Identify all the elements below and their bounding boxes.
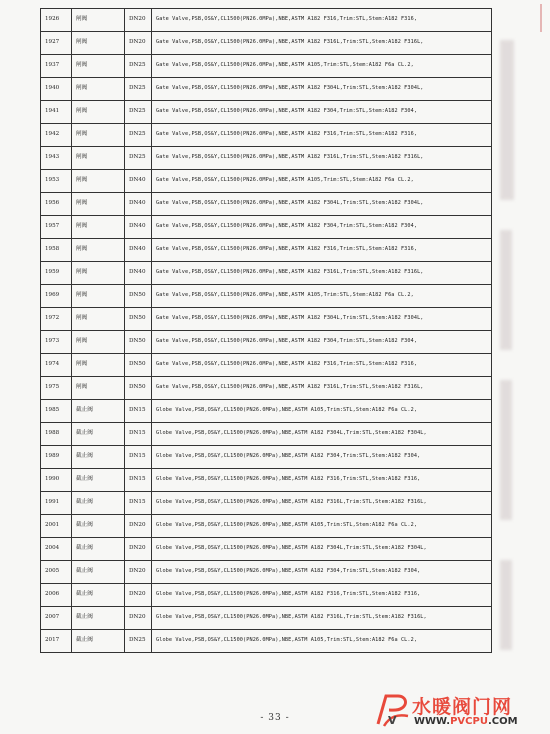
item-number-cell: 1988 [41, 423, 72, 446]
table-row [41, 607, 492, 630]
table-row [41, 9, 492, 32]
item-number-cell: 1942 [41, 124, 72, 147]
valve-type-cell: 闸阀 [72, 239, 125, 262]
table-row [41, 515, 492, 538]
watermark-brand: 水暖阀门网 [412, 696, 513, 718]
description-cell: Globe Valve,PSB,OS&Y,CL1500(PN26.0MPa),NBE,ASTM A105,Trim:STL,Stem:A182 F6a CL.2, [152, 515, 492, 538]
seal-stamp-edge [528, 4, 542, 32]
table-row [41, 492, 492, 515]
svg-text:V: V [388, 714, 397, 727]
item-number-cell: 2006 [41, 584, 72, 607]
valve-type-cell: 闸阀 [72, 170, 125, 193]
watermark-url: WWW.PVCPU.COM [414, 716, 518, 727]
item-number-cell: 1956 [41, 193, 72, 216]
description-cell: Gate Valve,PSB,OS&Y,CL1500(PN26.0MPa),NBE,ASTM A182 F316,Trim:STL,Stem:A182 F316, [152, 239, 492, 262]
description-cell: Globe Valve,PSB,OS&Y,CL1500(PN26.0MPa),NBE,ASTM A182 F316,Trim:STL,Stem:A182 F316, [152, 584, 492, 607]
valve-type-cell: 截止阀 [72, 469, 125, 492]
table-row [41, 538, 492, 561]
item-number-cell: 1959 [41, 262, 72, 285]
description-cell: Globe Valve,PSB,OS&Y,CL1500(PN26.0MPa),NBE,ASTM A182 F304,Trim:STL,Stem:A182 F304, [152, 446, 492, 469]
valve-type-cell: 闸阀 [72, 101, 125, 124]
table-row [41, 423, 492, 446]
description-cell: Gate Valve,PSB,OS&Y,CL1500(PN26.0MPa),NBE,ASTM A182 F304L,Trim:STL,Stem:A182 F304L, [152, 193, 492, 216]
nominal-size-cell: DN15 [125, 469, 152, 492]
item-number-cell: 2007 [41, 607, 72, 630]
description-cell: Gate Valve,PSB,OS&Y,CL1500(PN26.0MPa),NBE,ASTM A182 F304L,Trim:STL,Stem:A182 F304L, [152, 308, 492, 331]
nominal-size-cell: DN25 [125, 147, 152, 170]
description-cell: Gate Valve,PSB,OS&Y,CL1500(PN26.0MPa),NBE,ASTM A182 F304L,Trim:STL,Stem:A182 F304L, [152, 78, 492, 101]
valve-type-cell: 截止阀 [72, 400, 125, 423]
valve-type-cell: 闸阀 [72, 193, 125, 216]
page-number: - 33 - [260, 713, 290, 723]
valve-type-cell: 截止阀 [72, 607, 125, 630]
table-row [41, 124, 492, 147]
description-cell: Gate Valve,PSB,OS&Y,CL1500(PN26.0MPa),NBE,ASTM A182 F316L,Trim:STL,Stem:A182 F316L, [152, 147, 492, 170]
nominal-size-cell: DN15 [125, 492, 152, 515]
table-row [41, 561, 492, 584]
valve-type-cell: 截止阀 [72, 423, 125, 446]
description-cell: Globe Valve,PSB,OS&Y,CL1500(PN26.0MPa),NBE,ASTM A182 F316L,Trim:STL,Stem:A182 F316L, [152, 492, 492, 515]
valve-type-cell: 闸阀 [72, 262, 125, 285]
valve-type-cell: 闸阀 [72, 124, 125, 147]
item-number-cell: 1975 [41, 377, 72, 400]
redacted-margin-mark [500, 230, 512, 350]
description-cell: Globe Valve,PSB,OS&Y,CL1500(PN26.0MPa),NBE,ASTM A182 F316L,Trim:STL,Stem:A182 F316L, [152, 607, 492, 630]
nominal-size-cell: DN25 [125, 124, 152, 147]
redacted-margin-mark [500, 560, 512, 650]
valve-type-cell: 截止阀 [72, 561, 125, 584]
item-number-cell: 1940 [41, 78, 72, 101]
nominal-size-cell: DN20 [125, 32, 152, 55]
nominal-size-cell: DN40 [125, 193, 152, 216]
item-number-cell: 2005 [41, 561, 72, 584]
description-cell: Gate Valve,PSB,OS&Y,CL1500(PN26.0MPa),NBE,ASTM A182 F316,Trim:STL,Stem:A182 F316, [152, 9, 492, 32]
nominal-size-cell: DN40 [125, 216, 152, 239]
description-cell: Gate Valve,PSB,OS&Y,CL1500(PN26.0MPa),NBE,ASTM A105,Trim:STL,Stem:A182 F6a CL.2, [152, 285, 492, 308]
description-cell: Globe Valve,PSB,OS&Y,CL1500(PN26.0MPa),NBE,ASTM A182 F304,Trim:STL,Stem:A182 F304, [152, 561, 492, 584]
description-cell: Gate Valve,PSB,OS&Y,CL1500(PN26.0MPa),NBE,ASTM A105,Trim:STL,Stem:A182 F6a CL.2, [152, 170, 492, 193]
valve-type-cell: 闸阀 [72, 331, 125, 354]
nominal-size-cell: DN40 [125, 170, 152, 193]
item-number-cell: 1943 [41, 147, 72, 170]
description-cell: Gate Valve,PSB,OS&Y,CL1500(PN26.0MPa),NBE,ASTM A182 F304,Trim:STL,Stem:A182 F304, [152, 216, 492, 239]
nominal-size-cell: DN40 [125, 239, 152, 262]
table-row [41, 239, 492, 262]
description-cell: Gate Valve,PSB,OS&Y,CL1500(PN26.0MPa),NBE,ASTM A182 F316,Trim:STL,Stem:A182 F316, [152, 124, 492, 147]
nominal-size-cell: DN20 [125, 9, 152, 32]
valve-type-cell: 截止阀 [72, 630, 125, 653]
item-number-cell: 2004 [41, 538, 72, 561]
table-row [41, 584, 492, 607]
table-row [41, 446, 492, 469]
description-cell: Gate Valve,PSB,OS&Y,CL1500(PN26.0MPa),NBE,ASTM A182 F316L,Trim:STL,Stem:A182 F316L, [152, 377, 492, 400]
table-row [41, 32, 492, 55]
nominal-size-cell: DN25 [125, 630, 152, 653]
description-cell: Gate Valve,PSB,OS&Y,CL1500(PN26.0MPa),NBE,ASTM A182 F304,Trim:STL,Stem:A182 F304, [152, 101, 492, 124]
table-row [41, 101, 492, 124]
valve-type-cell: 闸阀 [72, 78, 125, 101]
table-row [41, 354, 492, 377]
table-row [41, 400, 492, 423]
nominal-size-cell: DN15 [125, 423, 152, 446]
valve-type-cell: 截止阀 [72, 538, 125, 561]
table-row [41, 377, 492, 400]
item-number-cell: 1973 [41, 331, 72, 354]
nominal-size-cell: DN15 [125, 400, 152, 423]
valve-type-cell: 闸阀 [72, 377, 125, 400]
item-number-cell: 1989 [41, 446, 72, 469]
item-number-cell: 1990 [41, 469, 72, 492]
valve-type-cell: 闸阀 [72, 308, 125, 331]
item-number-cell: 1953 [41, 170, 72, 193]
description-cell: Gate Valve,PSB,OS&Y,CL1500(PN26.0MPa),NBE,ASTM A182 F304,Trim:STL,Stem:A182 F304, [152, 331, 492, 354]
table-row [41, 630, 492, 653]
nominal-size-cell: DN20 [125, 607, 152, 630]
nominal-size-cell: DN50 [125, 285, 152, 308]
nominal-size-cell: DN25 [125, 55, 152, 78]
item-number-cell: 2017 [41, 630, 72, 653]
nominal-size-cell: DN50 [125, 331, 152, 354]
description-cell: Globe Valve,PSB,OS&Y,CL1500(PN26.0MPa),NBE,ASTM A105,Trim:STL,Stem:A182 F6a CL.2, [152, 630, 492, 653]
item-number-cell: 1974 [41, 354, 72, 377]
valve-spec-table [40, 8, 492, 653]
item-number-cell: 1937 [41, 55, 72, 78]
valve-type-cell: 闸阀 [72, 285, 125, 308]
valve-type-cell: 闸阀 [72, 216, 125, 239]
valve-type-cell: 闸阀 [72, 32, 125, 55]
nominal-size-cell: DN20 [125, 584, 152, 607]
description-cell: Globe Valve,PSB,OS&Y,CL1500(PN26.0MPa),NBE,ASTM A105,Trim:STL,Stem:A182 F6a CL.2, [152, 400, 492, 423]
table-row [41, 193, 492, 216]
valve-type-cell: 闸阀 [72, 9, 125, 32]
description-cell: Gate Valve,PSB,OS&Y,CL1500(PN26.0MPa),NBE,ASTM A182 F316L,Trim:STL,Stem:A182 F316L, [152, 32, 492, 55]
table-row [41, 147, 492, 170]
nominal-size-cell: DN25 [125, 78, 152, 101]
nominal-size-cell: DN25 [125, 101, 152, 124]
table-row [41, 170, 492, 193]
description-cell: Globe Valve,PSB,OS&Y,CL1500(PN26.0MPa),NBE,ASTM A182 F304L,Trim:STL,Stem:A182 F304L, [152, 423, 492, 446]
nominal-size-cell: DN50 [125, 377, 152, 400]
nominal-size-cell: DN20 [125, 515, 152, 538]
nominal-size-cell: DN50 [125, 308, 152, 331]
table-row [41, 78, 492, 101]
redacted-margin-mark [500, 380, 512, 520]
description-cell: Gate Valve,PSB,OS&Y,CL1500(PN26.0MPa),NBE,ASTM A182 F316,Trim:STL,Stem:A182 F316, [152, 354, 492, 377]
nominal-size-cell: DN40 [125, 262, 152, 285]
valve-type-cell: 截止阀 [72, 446, 125, 469]
item-number-cell: 1957 [41, 216, 72, 239]
description-cell: Globe Valve,PSB,OS&Y,CL1500(PN26.0MPa),NBE,ASTM A182 F304L,Trim:STL,Stem:A182 F304L, [152, 538, 492, 561]
nominal-size-cell: DN20 [125, 561, 152, 584]
valve-type-cell: 闸阀 [72, 354, 125, 377]
valve-type-cell: 闸阀 [72, 55, 125, 78]
item-number-cell: 1972 [41, 308, 72, 331]
table-row [41, 216, 492, 239]
table-row [41, 308, 492, 331]
site-watermark [372, 690, 550, 730]
item-number-cell: 1991 [41, 492, 72, 515]
description-cell: Globe Valve,PSB,OS&Y,CL1500(PN26.0MPa),NBE,ASTM A182 F316,Trim:STL,Stem:A182 F316, [152, 469, 492, 492]
description-cell: Gate Valve,PSB,OS&Y,CL1500(PN26.0MPa),NBE,ASTM A105,Trim:STL,Stem:A182 F6a CL.2, [152, 55, 492, 78]
item-number-cell: 2001 [41, 515, 72, 538]
nominal-size-cell: DN50 [125, 354, 152, 377]
item-number-cell: 1969 [41, 285, 72, 308]
item-number-cell: 1985 [41, 400, 72, 423]
redacted-margin-mark [500, 40, 514, 200]
valve-type-cell: 闸阀 [72, 147, 125, 170]
table-row [41, 262, 492, 285]
nominal-size-cell: DN15 [125, 446, 152, 469]
valve-type-cell: 截止阀 [72, 584, 125, 607]
valve-type-cell: 截止阀 [72, 492, 125, 515]
table-row [41, 55, 492, 78]
item-number-cell: 1926 [41, 9, 72, 32]
item-number-cell: 1927 [41, 32, 72, 55]
table-row [41, 469, 492, 492]
valve-type-cell: 截止阀 [72, 515, 125, 538]
description-cell: Gate Valve,PSB,OS&Y,CL1500(PN26.0MPa),NBE,ASTM A182 F316L,Trim:STL,Stem:A182 F316L, [152, 262, 492, 285]
pv-logo-icon [372, 690, 412, 730]
table-row [41, 331, 492, 354]
item-number-cell: 1941 [41, 101, 72, 124]
nominal-size-cell: DN20 [125, 538, 152, 561]
item-number-cell: 1958 [41, 239, 72, 262]
table-row [41, 285, 492, 308]
